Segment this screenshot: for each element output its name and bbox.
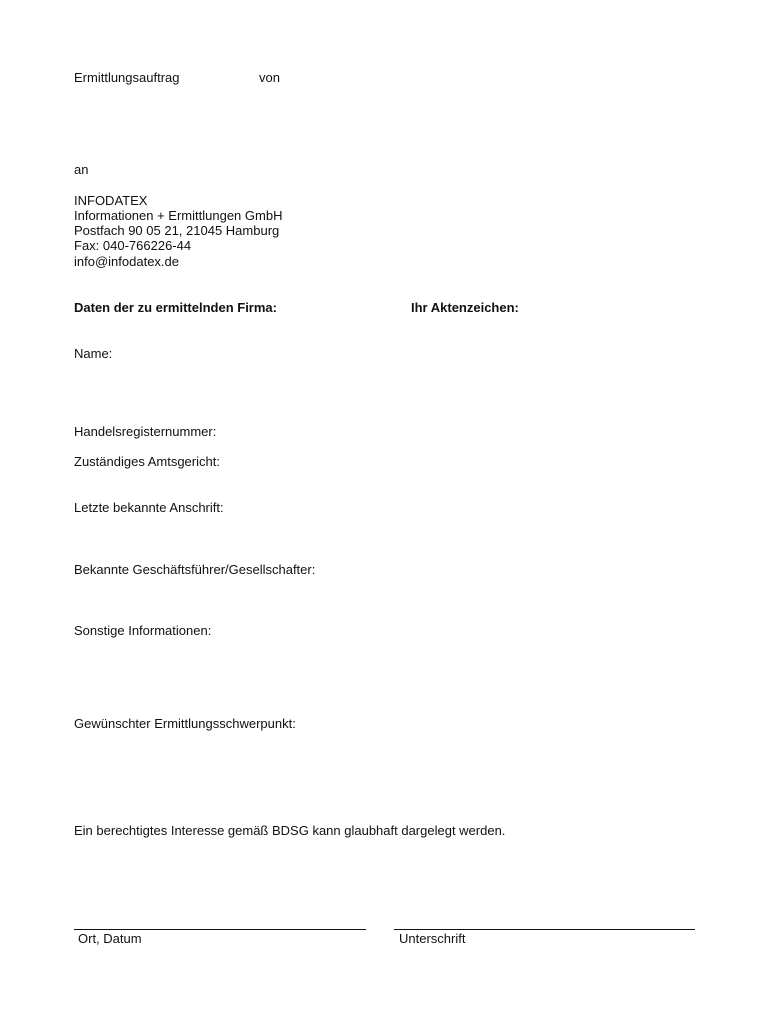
field-managers-label: Bekannte Geschäftsführer/Gesellschafter: bbox=[74, 562, 316, 577]
signature-label: Unterschrift bbox=[399, 931, 466, 946]
field-court-label: Zuständiges Amtsgericht: bbox=[74, 454, 220, 469]
field-register-number-label: Handelsregisternummer: bbox=[74, 424, 217, 439]
field-focus-label: Gewünschter Ermittlungsschwerpunkt: bbox=[74, 716, 296, 731]
company-data-heading: Daten der zu ermittelnden Firma: bbox=[74, 300, 277, 315]
document-title: Ermittlungsauftrag bbox=[74, 70, 180, 85]
place-date-line bbox=[74, 929, 366, 930]
recipient-company: INFODATEX bbox=[74, 193, 148, 208]
recipient-email: info@infodatex.de bbox=[74, 254, 179, 269]
reference-heading: Ihr Aktenzeichen: bbox=[411, 300, 519, 315]
field-name-label: Name: bbox=[74, 346, 113, 361]
field-other-info-label: Sonstige Informationen: bbox=[74, 623, 212, 638]
legitimate-interest-statement: Ein berechtigtes Interesse gemäß BDSG kann glaubhaft dargelegt werden. bbox=[74, 823, 506, 838]
recipient-fax: Fax: 040-766226-44 bbox=[74, 238, 192, 253]
place-date-label: Ort, Datum bbox=[78, 931, 142, 946]
from-label: von bbox=[259, 70, 280, 85]
recipient-company-full: Informationen + Ermittlungen GmbH bbox=[74, 208, 283, 223]
to-label: an bbox=[74, 162, 89, 177]
field-address-label: Letzte bekannte Anschrift: bbox=[74, 500, 224, 515]
signature-line bbox=[394, 929, 695, 930]
recipient-postbox: Postfach 90 05 21, 21045 Hamburg bbox=[74, 223, 280, 238]
